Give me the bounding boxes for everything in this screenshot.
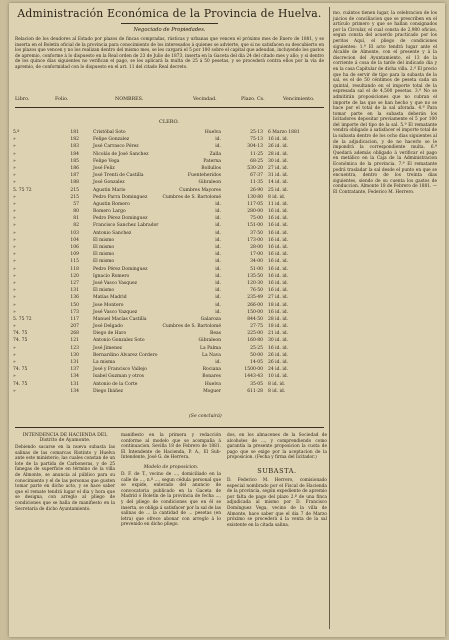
table-header-rule (15, 107, 324, 108)
row-due: 26 id. id. (268, 360, 289, 365)
table-row (13, 202, 326, 209)
row-name: Matías Madrid (93, 295, 127, 301)
row-name: Agustin Romero (93, 201, 130, 207)
row-plazo: 120·30 (247, 280, 263, 286)
row-name: Manuel Macías Castilla (93, 316, 147, 322)
row-mark: 74. 75 (13, 331, 28, 337)
row-mark: » (13, 209, 16, 215)
row-due: 26 id. id. (268, 144, 289, 150)
row-mark: » (13, 374, 16, 380)
row-vecindad: id. (215, 309, 221, 315)
row-vecindad: Gibraleon (198, 338, 221, 344)
row-vecindad: id. (215, 259, 221, 265)
row-due: 16 id. id. (268, 345, 289, 351)
newspaper-page (9, 3, 445, 637)
row-vecindad: id. (215, 144, 221, 150)
row-name: José Vasco Vasquez (93, 280, 138, 286)
row-folio: 115 (70, 259, 79, 265)
row-vecindad: Bonares (202, 374, 221, 380)
row-folio: 109 (70, 252, 79, 258)
table-row (13, 346, 326, 353)
row-mark: » (13, 388, 16, 394)
row-folio: 137 (70, 367, 79, 373)
row-plazo: 50·00 (250, 352, 263, 358)
row-plazo: 26·90 (250, 187, 263, 193)
table-row (13, 195, 326, 202)
row-vecindad: id. (215, 252, 221, 258)
row-folio: 134 (70, 388, 79, 394)
row-mark: » (13, 273, 16, 279)
table-row (13, 231, 326, 238)
row-vecindad: Huelva (204, 130, 221, 135)
subasta-heading: SUBASTA. (257, 466, 297, 475)
col3-text: dos, en los almacenes de la Sociedad de alcoholes de ..., y comprendiendo como garantía la presente proposicion la cuota de pago que se exige por la aceptacion de la proposicion. (Fecha y firma del licitador.) (227, 433, 327, 461)
row-folio: 215 (70, 194, 79, 200)
row-vecindad: Cumbres de S. Bartolomé (162, 324, 221, 330)
section-label: CLERO. (159, 119, 179, 125)
row-vecindad: id. (215, 280, 221, 286)
row-folio: 134 (70, 374, 79, 380)
row-due: 27 id. id. (268, 165, 289, 171)
row-plazo: 67·37 (250, 173, 263, 179)
row-folio: 207 (70, 324, 79, 330)
row-plazo: 37·50 (250, 230, 263, 236)
row-plazo: 1500·00 (244, 367, 263, 373)
row-vecindad: id. (215, 266, 221, 272)
intendencia-text: Debiendo sacarse en la nueva subasta las salinas de las comarcas Riotinto y Huelva ante este ministerio, las cuales constan de un lote de la partida de Carboneras, y de 25 fanegas de superficie en término de la villa de Almonte, se anuncia al público para su conocimiento y el de las personas que gusten tomar parte en dicho acto, y se hace saber que el remate tendrá lugar el dia y hora que se designa, con arreglo al pliego de condiciones que se halla de manifiesto en la Secretaría de dicho Ayuntamiento. (15, 445, 115, 512)
row-vecindad: Cumbres Mayores (179, 187, 221, 193)
row-folio: 121 (70, 338, 79, 344)
row-vecindad: id. (215, 245, 221, 250)
row-vecindad: Beas (210, 331, 221, 337)
row-due: 16 id. id. (268, 252, 289, 258)
row-due: 16 id. id. (268, 259, 289, 265)
row-name: José Delgado (93, 324, 123, 330)
row-name: José y Francisco Vallejo (93, 367, 147, 373)
row-folio: 268 (70, 331, 79, 337)
row-plazo: 160·80 (247, 338, 263, 344)
row-due: 18 id. id. (268, 302, 289, 308)
col-vencimiento: Vencimiento. (283, 97, 315, 102)
row-mark: » (13, 288, 16, 294)
row-name: La misma (93, 360, 116, 365)
col-folio: Folio. (55, 97, 69, 102)
row-vecindad: Galaroza (200, 316, 221, 322)
col-nombres: NOMBRES. (115, 97, 144, 102)
row-plazo: 130·80 (247, 194, 263, 200)
row-due: 16 id. id. (268, 245, 289, 250)
row-plazo: 68·25 (250, 158, 263, 164)
table-row (13, 338, 326, 345)
table-row (13, 223, 326, 230)
subasta-text: D. Federico M. Herrero, comisionado especial nombrado por el Fiscal de Hacienda de la provincia, según expediente de apremio por falta de pago del plazo 2.º de una finca adjudicada al mismo por D. Francisco Domínguez Vega, vecino de la villa de Almonte, hace saber que el dia 7 de Marzo próximo se procederá á la venta de la sal existente en la citada salina. (227, 477, 327, 528)
row-due: 27 id. id. (268, 295, 289, 301)
row-folio: 123 (70, 345, 79, 351)
row-due: 16 id. id. (268, 230, 289, 236)
row-folio: 183 (70, 144, 79, 150)
row-vecindad: id. (215, 273, 221, 279)
row-plazo: 151·00 (247, 223, 263, 229)
row-name: Antonio Sanchez (93, 230, 132, 236)
row-vecindad: Zalla (209, 151, 221, 157)
row-due: 30 id. id. (268, 338, 289, 344)
table-row (13, 159, 326, 166)
row-name: José Gonzalez (93, 180, 125, 186)
table-row (13, 267, 326, 274)
row-name: El mismo (93, 259, 115, 265)
row-vecindad: id. (215, 288, 221, 294)
row-due: 30 id. id. (268, 158, 289, 164)
col2-text: manifiesto en la primera y redacción conforme al modelo que se acompaña á continuacion. Sevilla 18 de Febrero de 1881. El Intendente de Hacienda, P. A., El Sub-Intendente, José G. de Herrera. (121, 433, 221, 461)
row-vecindad: Rociana (202, 367, 221, 373)
row-plazo: 28·00 (250, 245, 263, 250)
row-mark: » (13, 245, 16, 250)
row-name: Pedro Pérez Dominguez (93, 266, 148, 272)
row-mark: 5. 75 72 (13, 316, 32, 322)
row-name: José Jimenez (93, 345, 123, 351)
row-due: 16 id. id. (268, 309, 289, 315)
row-mark: 74. 75 (13, 338, 28, 344)
row-mark: » (13, 266, 16, 272)
row-plazo: 11·35 (250, 180, 263, 186)
row-folio: 215 (70, 187, 79, 193)
row-folio: 130 (70, 352, 79, 358)
row-plazo: 51·00 (250, 266, 263, 272)
row-folio: 150 (70, 302, 79, 308)
row-vecindad: id. (215, 137, 221, 143)
row-vecindad: Fuenteheridos (187, 173, 221, 179)
row-folio: 80 (73, 209, 79, 215)
row-mark: » (13, 360, 16, 365)
row-plazo: 1443·43 (244, 374, 263, 380)
row-mark: » (13, 309, 16, 315)
col-plazos: Plazo. Cs. (241, 97, 265, 102)
row-plazo: 11·25 (250, 151, 263, 157)
row-vecindad: La Nava (202, 352, 221, 358)
row-name: Bernardino Alvarez Cordero (93, 352, 158, 358)
row-name: José Feliz (93, 165, 115, 171)
table-row (13, 144, 326, 151)
table-row (13, 152, 326, 159)
row-due: 16 id. id. (268, 273, 289, 279)
row-mark: » (13, 352, 16, 358)
row-name: Diego de Haro (93, 331, 127, 337)
row-folio: 118 (70, 266, 79, 272)
column-divider (329, 7, 330, 629)
row-vecindad: id. (215, 223, 221, 229)
row-folio: 187 (70, 173, 79, 179)
row-plazo: 17·00 (250, 252, 263, 258)
row-plazo: 75·00 (250, 216, 263, 222)
table-row (13, 274, 326, 281)
table-row (13, 382, 326, 389)
row-folio: 131 (70, 288, 79, 294)
row-name: Pedro Pérez Dominguez (93, 216, 148, 222)
row-plazo: 117·05 (247, 201, 263, 207)
modelo-text: D. F. de T., vecino de ..., domiciliado en la calle de ..., n.º ..., segun cédula personal que se expide, enterado del anuncio de convocatoria publicado en la Gaceta de Madrid ó Boletín de la provincia de fecha ..., y del pliego de condiciones que en él se inserta, se obliga á satisfacer por la sal de las salinas de ... la cantidad de ... pesetas (en letra) que ofrece abonar con arreglo á lo prevenido en dicho pliego. (121, 471, 221, 528)
row-plazo: 235·49 (247, 295, 263, 301)
row-mark: » (13, 302, 16, 308)
row-folio: 81 (73, 216, 79, 222)
row-folio: 181 (70, 130, 79, 135)
row-name: Felipe Vega (93, 158, 120, 164)
table-row (13, 374, 326, 381)
row-plazo: 135·50 (247, 273, 263, 279)
row-plazo: 530·20 (247, 165, 263, 171)
row-plazo: 75·13 (250, 137, 263, 143)
row-mark: 74. 75 (13, 381, 28, 387)
modelo-heading: Modelo de proposicion. (143, 464, 199, 470)
row-due: 28 id. id. (268, 316, 289, 322)
row-due: 8 id. id. (268, 388, 286, 394)
row-folio: 182 (70, 137, 79, 143)
row-folio: 127 (70, 280, 79, 286)
title-rule (121, 23, 218, 24)
row-name: Romero Largo (93, 209, 126, 215)
row-due: 16 id. id. (268, 288, 289, 294)
row-mark: » (13, 295, 16, 301)
bottom-col-1 (15, 433, 115, 512)
row-plazo: 611·28 (247, 388, 263, 394)
row-mark: » (13, 173, 16, 179)
row-plazo: 266·00 (247, 302, 263, 308)
table-row (13, 238, 326, 245)
row-plazo: 225·00 (247, 331, 263, 337)
row-plazo: 280·00 (247, 209, 263, 215)
row-vecindad: La Palma (200, 345, 221, 351)
row-plazo: 35·05 (250, 381, 263, 387)
row-vecindad: id. (215, 216, 221, 222)
row-vecindad: id. (215, 360, 221, 365)
row-folio: 120 (70, 273, 79, 279)
col-vecindad: Vecindad. (193, 97, 217, 102)
page-title: Administración Económica de la Provincia de Huelva. (17, 7, 322, 20)
row-name: José Trenti de Castilla (93, 173, 144, 179)
row-vecindad: id. (215, 295, 221, 301)
row-mark: » (13, 223, 16, 229)
row-folio: 106 (70, 245, 79, 250)
row-due: 21 id. id. (268, 331, 289, 337)
row-due: 28 id. id. (268, 151, 289, 157)
row-mark: » (13, 259, 16, 265)
row-vecindad: id. (215, 237, 221, 243)
row-name: Ignacio Romero (93, 273, 130, 279)
row-folio: 184 (70, 151, 79, 157)
row-name: Antonio de la Corte (93, 381, 138, 387)
row-name: Francisco Sanchez Labrador (93, 223, 159, 229)
row-due: 16 id. id. (268, 209, 289, 215)
continue-note: (Se concluirá) (189, 414, 222, 419)
row-name: El mismo (93, 245, 115, 250)
row-mark: 74. 75 (13, 367, 28, 373)
row-mark: » (13, 151, 16, 157)
row-mark: » (13, 216, 16, 222)
row-vecindad: Huelva (204, 381, 221, 387)
row-vecindad: Gibraleon (198, 180, 221, 186)
row-folio: 186 (70, 165, 79, 171)
row-folio: 57 (73, 201, 79, 207)
row-plazo: 304·13 (247, 144, 263, 150)
intro-paragraph: Relacion de los deudores al Estado por plazos de fincas compradas, rústicas y urbanas que vencen el próximo mes de Enero de 1881, y se inserta en el Boletín oficial de la provincia para conocimiento de los interesados á quienes se advierte, que si no satisfacen su descubierto en los plazos que vencen y no los realizan dentro del mismo mes, se les cargará el 5 por 100 sobre el capital que adeudan, incluyendo los gastos de apremio, conforme á lo dispuesto en la Real orden de 23 de Julio de 1873, inserta en la Gaceta del día 24 del citado mes y año; y si dentro de los quince días siguientes no verifican el pago, se les aplicará la multa de 25 á 50 pesetas, y se procederá contra ellos por la vía de apremio, de conformidad con lo dispuesto en el art. 11 del citado Real decreto. (15, 37, 324, 70)
row-mark: » (13, 194, 16, 200)
row-name: Nicolás de José Sanchez (93, 151, 149, 157)
table-row (13, 180, 326, 187)
row-mark: » (13, 144, 16, 150)
row-mark: » (13, 237, 16, 243)
row-mark: 5. 75 72 (13, 187, 32, 193)
row-due: 16 id. id. (268, 223, 289, 229)
row-due: 8 id. id. (268, 194, 286, 200)
row-name: Isabel Guzman y otros (93, 374, 144, 380)
row-folio: 136 (70, 295, 79, 301)
row-vecindad: id. (215, 209, 221, 215)
row-due: 16 id. id. (268, 280, 289, 286)
row-plazo: 27·75 (250, 324, 263, 330)
row-name: El mismo (93, 252, 115, 258)
row-mark: » (13, 345, 16, 351)
debtors-table (13, 130, 326, 396)
row-folio: 185 (70, 158, 79, 164)
table-row (13, 310, 326, 317)
row-due: 16 id. id. (268, 237, 289, 243)
row-folio: 173 (70, 309, 79, 315)
row-folio: 131 (70, 381, 79, 387)
row-plazo: 34·00 (250, 259, 263, 265)
row-due: 18 id. id. (268, 324, 289, 330)
row-vecindad: id. (215, 302, 221, 308)
row-due: 16 id. id. (268, 266, 289, 272)
row-plazo: 844·50 (247, 316, 263, 322)
row-vecindad: Bollullos (201, 165, 221, 171)
row-due: 10 id. id. (268, 374, 289, 380)
row-plazo: 14·05 (250, 360, 263, 365)
row-folio: 103 (70, 230, 79, 236)
table-row (13, 353, 326, 360)
row-folio: 117 (70, 316, 79, 322)
row-folio: 188 (70, 180, 79, 186)
bottom-col-2 (121, 433, 221, 528)
row-plazo: 25·13 (250, 130, 263, 135)
row-name: Felipe Gonzalez (93, 137, 130, 143)
row-vecindad: Paterna (203, 158, 221, 164)
row-vecindad: id. (215, 201, 221, 207)
row-folio: 104 (70, 237, 79, 243)
row-mark: » (13, 137, 16, 143)
row-vecindad: Cumbres de S. Bartolomé (162, 194, 221, 200)
row-due: 25 id. id. (268, 187, 289, 193)
table-row (13, 389, 326, 396)
row-due: 6 Marzo 1881 (268, 130, 300, 135)
row-mark: » (13, 324, 16, 330)
row-name: Pedro Parra Dominguez (93, 194, 148, 200)
row-due: 11 id. id. (268, 201, 289, 207)
bottom-separator (15, 427, 324, 428)
row-name: José Carrasco Pérez (93, 144, 139, 150)
bottom-col-3 (227, 433, 327, 528)
table-row (13, 295, 326, 302)
row-plazo: 25·25 (250, 345, 263, 351)
table-row (13, 259, 326, 266)
row-name: Diego Ibáñez (93, 388, 124, 394)
row-due: 16 id. id. (268, 216, 289, 222)
row-mark: 5.º (13, 130, 20, 135)
row-name: Agustin Mario (93, 187, 126, 193)
row-due: 31 id. id. (268, 173, 289, 179)
page-subtitle: Negociado de Propiedades. (133, 27, 206, 33)
row-folio: 131 (70, 360, 79, 365)
row-mark: » (13, 201, 16, 207)
row-mark: » (13, 252, 16, 258)
row-plazo: 76·50 (250, 288, 263, 294)
row-due: 16 id. id. (268, 137, 289, 143)
row-mark: » (13, 230, 16, 236)
row-name: Antonio Gonzalez Soto (93, 338, 145, 344)
row-due: 26 id. id. (268, 352, 289, 358)
table-row (13, 188, 326, 195)
row-due: 24 id. id. (268, 367, 289, 373)
row-mark: » (13, 180, 16, 186)
table-row (13, 317, 326, 324)
row-name: El mismo (93, 237, 115, 243)
table-row (13, 303, 326, 310)
row-folio: 82 (73, 223, 79, 229)
row-vecindad: id. (215, 230, 221, 236)
row-mark: » (13, 280, 16, 286)
row-name: El mismo (93, 288, 115, 294)
right-column-text: mo, cuántos tienen lugar, la celebracion de los juicios de conciliacion que se prescriben en el artículo primero y que se hallan consignados por la Circular, el cual consta de 2,980 oficios, segun consta del acuerdo practicado por los peritos Aquí, el pliego de condiciones siguientes: 1.ª El acto tendrá lugar ante el Alcalde de Almonte, con el presente y á la discrecion del Ayuntamiento, el 13 de la corriente á cosa de la tarde del indicado dia y en la casa Capitular de dicha villa. 2.ª El precio que ha de servir de tipo para la subasta de la sal, es el de 50 céntimos de peseta cada un quintal, resultando en el importe total de la espresada sal el de 4,500 pesetas. 3.ª No se admitirán proposiciones que no cubran el importe de las que se han hecho y que no se hace por el total de la sal aforada. 4.ª Para tomar parte en la subasta deberán los licitadores depositar previamente el 5 por 100 del importe del tipo de la sal. 5.ª El rematante vendrá obligado á satisfacer el importe total de la subasta dentro de los ocho dias siguientes al de la adjudicacion, y de no hacerlo se le impondrá la correspondiente multa. 6.ª Quedará además obligado á verificar el pago en metálico en la Caja de la Administracion Económica de la provincia. 7.ª El rematante podrá trasladar la sal desde el punto en que se encuentra, dentro de los treinta dias siguientes, siendo de su cuenta los gastos de conduccion. Almonte 18 de Febrero de 1881. —El Contratante, Federico M. Herrero. (333, 11, 437, 195)
row-mark: » (13, 158, 16, 164)
row-plazo: 150·00 (247, 309, 263, 315)
intendencia-heading: INTENDENCIA DE HACIENDA DEL Distrito de Ayamonte. (22, 433, 108, 443)
row-plazo: 173·00 (247, 237, 263, 243)
row-name: Cristóbal Soto (93, 130, 126, 135)
row-name: José Vasco Vazquez (93, 309, 138, 315)
row-due: 8 id. id. (268, 381, 286, 387)
col-libro: Libro. (15, 97, 30, 102)
row-due: 14 id. id. (268, 180, 289, 186)
row-mark: » (13, 165, 16, 171)
row-vecindad: Moguer (203, 388, 221, 394)
row-name: Jose Montero (93, 302, 124, 308)
